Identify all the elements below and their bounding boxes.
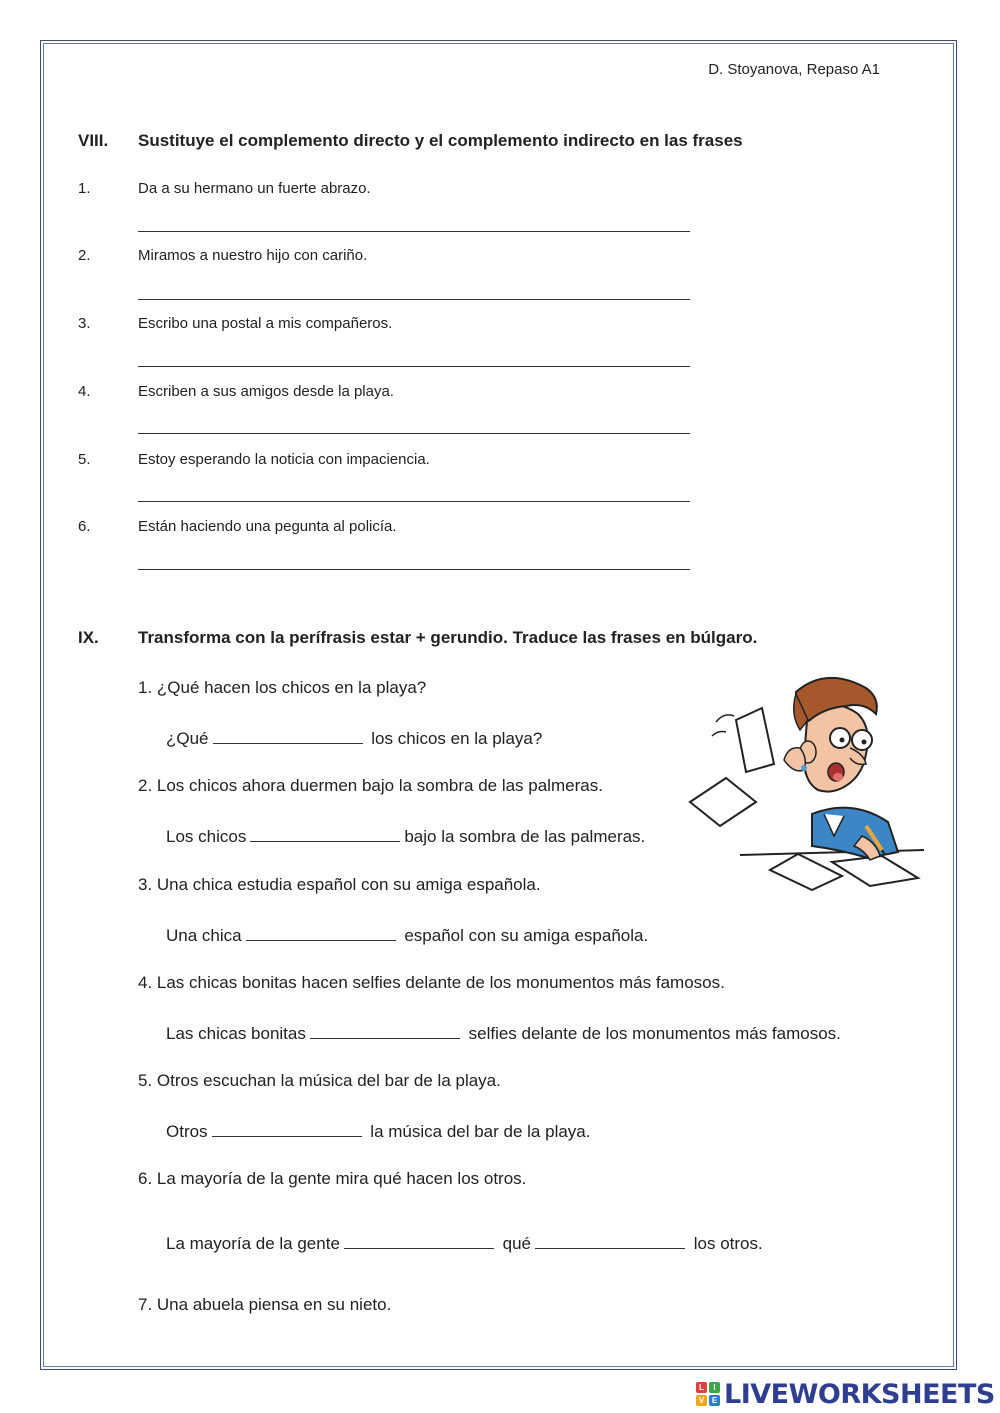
section-9-number: IX. xyxy=(78,628,99,647)
s9-item-6-blank-2[interactable] xyxy=(535,1232,685,1249)
logo-badge-icon xyxy=(696,1382,720,1406)
s8-item-2-number: 2. xyxy=(78,247,91,264)
author-header: D. Stoyanova, Repaso A1 xyxy=(708,61,880,78)
s9-item-4-post: selfies delante de los monumentos más famosos. xyxy=(468,1024,841,1043)
s8-item-1-number: 1. xyxy=(78,180,91,197)
section-8-title: Sustituye el complemento directo y el complemento indirecto en las frases xyxy=(138,131,743,150)
s9-item-5-prompt: 5. Otros escuchan la música del bar de la playa. xyxy=(138,1071,501,1090)
s9-item-3-post: español con su amiga española. xyxy=(404,926,649,945)
s9-item-6-mid: qué xyxy=(502,1234,532,1253)
s8-item-3-number: 3. xyxy=(78,315,91,332)
s8-item-2-answer-line[interactable] xyxy=(138,299,690,300)
s9-item-3-prompt: 3. Una chica estudia español con su amiga española. xyxy=(138,875,541,894)
s9-item-4-pre: Las chicas bonitas xyxy=(166,1024,306,1043)
s9-item-6-pre: La mayoría de la gente xyxy=(166,1234,340,1253)
s8-item-4-number: 4. xyxy=(78,383,91,400)
s9-item-6-answer xyxy=(166,1232,763,1254)
s8-item-5-number: 5. xyxy=(78,451,91,468)
s9-item-5-answer xyxy=(166,1120,590,1142)
s8-item-6-answer-line[interactable] xyxy=(138,569,690,570)
s9-item-3-answer xyxy=(166,924,648,946)
s8-item-6-number: 6. xyxy=(78,518,91,535)
s9-item-5-post: la música del bar de la playa. xyxy=(370,1122,591,1141)
s9-item-2-blank[interactable] xyxy=(250,825,400,842)
s9-item-7-prompt: 7. Una abuela piensa en su nieto. xyxy=(138,1295,392,1314)
s9-item-2-prompt: 2. Los chicos ahora duermen bajo la sombra de las palmeras. xyxy=(138,776,603,795)
liveworksheets-logo xyxy=(696,1378,995,1410)
s9-item-1-pre: ¿Qué xyxy=(166,729,209,748)
s8-item-2-text: Miramos a nuestro hijo con cariño. xyxy=(138,247,368,264)
s9-item-1-blank[interactable] xyxy=(213,727,363,744)
s8-item-1-text: Da a su hermano un fuerte abrazo. xyxy=(138,180,371,197)
s9-item-6-prompt: 6. La mayoría de la gente mira qué hacen los otros. xyxy=(138,1169,527,1188)
s9-item-2-pre: Los chicos xyxy=(166,827,247,846)
s8-item-3-answer-line[interactable] xyxy=(138,366,690,367)
s9-item-1-answer xyxy=(166,727,542,749)
s9-item-2-answer xyxy=(166,825,645,847)
s9-item-6-post: los otros. xyxy=(693,1234,763,1253)
s9-item-1-prompt: 1. ¿Qué hacen los chicos en la playa? xyxy=(138,678,427,697)
s8-item-5-text: Estoy esperando la noticia con impaciencia. xyxy=(138,451,430,468)
badge-letter-l: L xyxy=(696,1382,707,1393)
s9-item-5-blank[interactable] xyxy=(212,1120,362,1137)
thinking-student-illustration xyxy=(686,664,924,898)
s9-item-4-prompt: 4. Las chicas bonitas hacen selfies delante de los monumentos más famosos. xyxy=(138,973,725,992)
s8-item-4-answer-line[interactable] xyxy=(138,433,690,434)
badge-letter-v: V xyxy=(696,1395,707,1406)
section-9-title: Transforma con la perífrasis estar + gerundio. Traduce las frases en búlgaro. xyxy=(138,628,758,647)
s9-item-2-post: bajo la sombra de las palmeras. xyxy=(404,827,646,846)
s8-item-5-answer-line[interactable] xyxy=(138,501,690,502)
s8-item-1-answer-line[interactable] xyxy=(138,231,690,232)
badge-letter-e: E xyxy=(709,1395,720,1406)
s9-item-4-answer xyxy=(166,1022,841,1044)
s9-item-5-pre: Otros xyxy=(166,1122,208,1141)
badge-letter-i: I xyxy=(709,1382,720,1393)
s9-item-4-blank[interactable] xyxy=(310,1022,460,1039)
s8-item-4-text: Escriben a sus amigos desde la playa. xyxy=(138,383,394,400)
s9-item-3-blank[interactable] xyxy=(246,924,396,941)
s9-item-6-blank-1[interactable] xyxy=(344,1232,494,1249)
s8-item-6-text: Están haciendo una pegunta al policía. xyxy=(138,518,397,535)
s9-item-3-pre: Una chica xyxy=(166,926,242,945)
logo-text: LIVEWORKSHEETS xyxy=(724,1378,995,1410)
s9-item-1-post: los chicos en la playa? xyxy=(371,729,543,748)
section-8-number: VIII. xyxy=(78,131,109,150)
s8-item-3-text: Escribo una postal a mis compañeros. xyxy=(138,315,393,332)
